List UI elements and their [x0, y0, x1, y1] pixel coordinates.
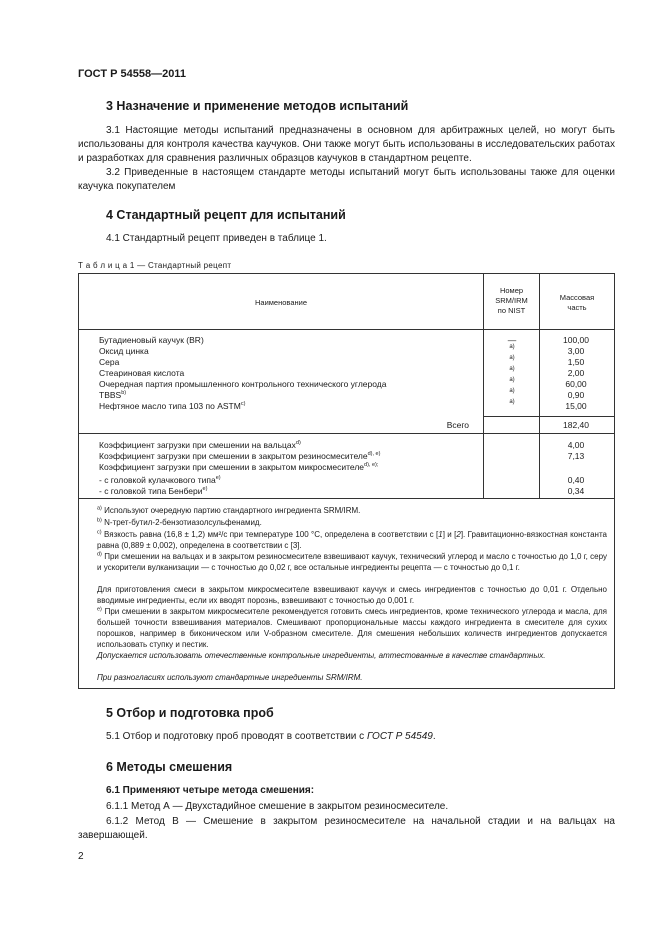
paragraph-text: .: [432, 731, 436, 742]
document-header: ГОСТ Р 54558—2011: [78, 68, 186, 80]
col-header-srm: [484, 286, 539, 316]
coef-name: [99, 475, 221, 486]
col-header-srm-line: SRM/IRM: [495, 296, 528, 305]
ingredient-name: Сера: [99, 357, 120, 367]
coef-name-text: Коэффициент загрузки при смешении на вальцах: [99, 440, 296, 450]
note-ref: 1: [438, 530, 443, 539]
coef-name: [99, 462, 378, 473]
paragraph-6-1-1: 6.1.1 Метод А — Двухстадийное смешение в закрытом резиносмесителе.: [106, 801, 449, 812]
paragraph-text: 5.1 Отбор и подготовку проб проводят в соответствии с: [106, 731, 367, 742]
srm-mark: а): [509, 388, 515, 394]
paragraph-6-1-2: 6.1.2 Метод В — Смешение в закрытом резиносмесителе на начальной стадии и на вальцах на завершающей.: [78, 816, 615, 841]
ingredient-name: Оксид цинка: [99, 346, 149, 356]
note-italic-1: Допускается использовать отечественные контрольные ингредиенты, аттестованные в качестве стандартных.: [97, 651, 546, 660]
note-text: При смешении в закрытом микросмесителе рекомендуется готовить смесь ингредиентов, кроме технического углерода и масла, для большей точности взвешивания материалов. Смешивают пропорциональные массы каждого ингредиента в смесителе для сухих порошков, например в биконическом или V-образном смесителе. Для смешения небольших количеств ингредиентов допускается использовать ступку и пестик.: [97, 607, 607, 649]
mass-value: 15,00: [565, 401, 587, 411]
coef-name: [99, 451, 380, 462]
coef-name-text: Коэффициент загрузки при смешении в закрытом резиносмесителе: [99, 451, 368, 461]
srm-mark: а): [509, 399, 515, 405]
footnote-mark: c): [240, 401, 246, 408]
mass-value: 0,90: [567, 390, 585, 400]
coef-name-text: Коэффициент загрузки при смешении в закрытом микросмесителе: [99, 462, 365, 472]
srm-mark: а): [509, 344, 515, 350]
srm-mark: а): [509, 366, 515, 372]
ingredient-name: Бутадиеновый каучук (BR): [99, 335, 204, 345]
paragraph-6-1: 6.1 Применяют четыре метода смешения:: [106, 785, 315, 796]
note-b: [97, 517, 607, 528]
col-header-mass-line: Массовая: [559, 293, 595, 302]
coef-value: 7,13: [567, 451, 585, 461]
col-header-name: Наименование: [255, 298, 307, 307]
ingredient-name-text: Нефтяное масло типа 103 по ASTM: [99, 401, 241, 411]
col-header-mass: [540, 293, 614, 313]
note-ref: 2: [456, 530, 461, 539]
note-d: [97, 551, 607, 573]
footnote-mark: d): [97, 551, 102, 558]
ingredient-name: Очередная партия промышленного контрольного технического углерода: [99, 379, 387, 389]
footnote-mark: e): [97, 606, 102, 613]
recipe-table: [78, 273, 615, 689]
paragraph-3-1: 3.1 Настоящие методы испытаний предназначены в основном для арбитражных целей, но могут быть использованы для контроля качества каучуков. Они также могут быть использованы в исследовательских работах и разработках для сравнения различных образцов каучуков в стандартном рецепте.: [78, 125, 615, 164]
coef-name-text: - с головкой кулачкового типа: [99, 475, 216, 485]
coef-name: [99, 486, 207, 497]
note-text: Вязкость равна (16,8 ± 1,2) мм²/с при температуре 100 °С, определена в соответствии с [: [103, 530, 439, 539]
section-5-title: 5 Отбор и подготовка проб: [106, 706, 274, 720]
coef-name-text: - с головкой типа Бенбери: [99, 486, 203, 496]
coef-value: 0,34: [567, 486, 585, 496]
footnote-mark: b): [121, 390, 127, 397]
mass-value: 2,00: [567, 368, 585, 378]
note-c: [97, 529, 607, 551]
footnote-mark: d), e);: [364, 462, 379, 469]
section-4-title: 4 Стандартный рецепт для испытаний: [106, 208, 346, 222]
footnote-mark: b): [97, 517, 102, 524]
paragraph-3-2: 3.2 Приведенные в настоящем стандарте методы испытаний могут быть использованы также для оценки каучука покупателем: [78, 167, 615, 192]
col-header-srm-line: по NIST: [497, 306, 526, 315]
ingredient-name: Стеариновая кислота: [99, 368, 185, 378]
ingredient-name: [99, 401, 245, 412]
section-3-title: 3 Назначение и применение методов испытаний: [106, 99, 409, 113]
mass-value: 3,00: [567, 346, 585, 356]
mass-value: 60,00: [565, 379, 587, 389]
footnote-mark: d), e): [367, 451, 381, 458]
coef-name: [99, 440, 301, 451]
footnote-mark: e): [215, 475, 221, 482]
footnote-mark: а): [97, 505, 102, 512]
total-value: 182,40: [563, 420, 589, 430]
mass-value: 100,00: [563, 335, 589, 345]
paragraph-5-1: [78, 730, 615, 744]
footnote-mark: c): [97, 529, 102, 536]
note-italic-2: При разногласиях используют стандартные ингредиенты SRM/IRM.: [97, 673, 363, 682]
coef-value: 0,40: [567, 475, 585, 485]
note-text: При смешении на вальцах и в закрытом резиносмесителе взвешивают каучук, технический углерод и масло с точностью до 1,0 г, серу и ускорители вулканизации — с точностью до 0,02 г, все остальные ингредиенты рецепта — с точностью до 0,1 г.: [97, 552, 607, 572]
col-header-mass-line: часть: [567, 303, 587, 312]
col-header-srm-line: Номер: [499, 286, 524, 295]
note-e: [97, 606, 607, 650]
srm-mark: а): [509, 377, 515, 383]
paragraph-4-1: 4.1 Стандартный рецепт приведен в таблице 1.: [106, 233, 327, 244]
coef-value: 4,00: [567, 440, 585, 450]
total-label: Всего: [446, 420, 469, 430]
ingredient-name: [99, 390, 126, 401]
srm-mark: —: [507, 335, 517, 345]
note-text: Используют очередную партию стандартного ингредиента SRM/IRM.: [104, 506, 361, 515]
page-number: 2: [78, 851, 84, 862]
footnote-mark: d): [295, 440, 301, 447]
ingredient-name-text: TBBS: [99, 390, 122, 400]
standard-reference: ГОСТ Р 54549: [366, 731, 433, 742]
table-caption: Т а б л и ц а 1 — Стандартный рецепт: [78, 261, 232, 270]
note-text: ]. Гравитационно-вязкостная константа равна (0,889 ± 0,002), определена в соответствии с [3].: [97, 530, 607, 550]
section-6-title: 6 Методы смешения: [106, 760, 233, 774]
note-a: [97, 505, 607, 516]
note-text: ] и [: [442, 530, 457, 539]
note-d2: Для приготовления смеси в закрытом микросмесителе взвешивают каучук и смесь ингредиентов с точностью до 0,01 г. Отдельно вводимые ингредиенты, если их вводят порознь, взвешивают с точностью до 0,001 г.: [97, 585, 607, 605]
note-text: N-трет-бутил-2-бензотиазолсульфенамид.: [104, 518, 262, 527]
mass-value: 1,50: [567, 357, 585, 367]
srm-mark: а): [509, 355, 515, 361]
footnote-mark: e): [202, 486, 208, 493]
